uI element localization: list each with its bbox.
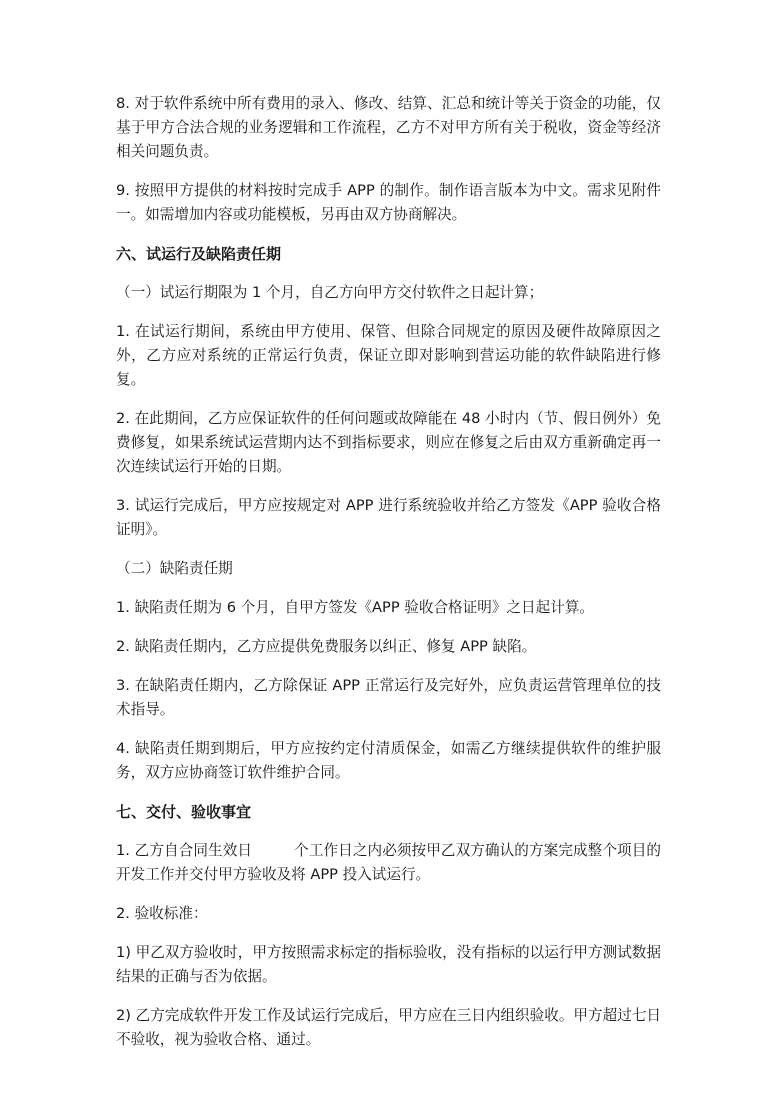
document-page: [116, 92, 661, 1067]
delivery-clause-2: 2. 验收标准：: [116, 905, 208, 922]
trial-period-intro: （一）试运行期限为 1 个月，自乙方向甲方交付软件之日起计算；: [116, 284, 544, 301]
defect-clause-3: 3. 在缺陷责任期内，乙方除保证 APP 正常运行及完好外，应负责运营管理单位的技术指导。: [116, 677, 661, 718]
defect-clause-2: 2. 缺陷责任期内，乙方应提供免费服务以纠正、修复 APP 缺陷。: [116, 638, 537, 655]
clause-8: 8. 对于软件系统中所有费用的录入、修改、结算、汇总和统计等关于资金的功能，仅基于甲方合法合规的业务逻辑和工作流程，乙方不对甲方所有关于税收，资金等经济相关问题负责。: [116, 95, 661, 160]
trial-clause-1: 1. 在试运行期间，系统由甲方使用、保管、但除合同规定的原因及硬件故障原因之外，乙方应对系统的正常运行负责，保证立即对影响到营运功能的软件缺陷进行修复。: [116, 323, 661, 388]
defect-clause-1: 1. 缺陷责任期为 6 个月，自甲方签发《APP 验收合格证明》之日起计算。: [116, 599, 594, 616]
delivery-clause-1-before: 1. 乙方自合同生效日: [116, 842, 253, 859]
section-heading-6: 六、试运行及缺陷责任期: [116, 245, 282, 263]
delivery-clause-1-after: 个工作日之内必须按甲乙双方确认的方案完成整个项目的开发工作并交付甲方验收及将 APP 投入试运行。: [116, 842, 661, 883]
defect-period-intro: （二）缺陷责任期: [116, 560, 233, 577]
trial-clause-2: 2. 在此期间，乙方应保证软件的任何问题或故障能在 48 小时内（节、假日例外）免费修复，如果系统试运营期内达不到指标要求，则应在修复之后由双方重新确定再一次连续试运行开始的日期。: [116, 410, 661, 475]
defect-clause-4: 4. 缺陷责任期到期后，甲方应按约定付清质保金，如需乙方继续提供软件的维护服务，双方应协商签订软件维护合同。: [116, 740, 661, 781]
acceptance-item-1: 1) 甲乙双方验收时，甲方按照需求标定的指标验收，没有指标的以运行甲方测试数据结果的正确与否为依据。: [116, 944, 661, 985]
acceptance-item-2: 2) 乙方完成软件开发工作及试运行完成后，甲方应在三日内组织验收。甲方超过七日不验收，视为验收合格、通过。: [116, 1007, 661, 1048]
delivery-clause-1: [116, 839, 661, 887]
section-heading-7: 七、交付、验收事宜: [116, 803, 252, 821]
trial-clause-3: 3. 试运行完成后，甲方应按规定对 APP 进行系统验收并给乙方签发《APP 验收合格证明》。: [116, 497, 661, 538]
clause-9: 9. 按照甲方提供的材料按时完成手 APP 的制作。制作语言版本为中文。需求见附件一。如需增加内容或功能模板，另再由双方协商解决。: [116, 182, 661, 223]
